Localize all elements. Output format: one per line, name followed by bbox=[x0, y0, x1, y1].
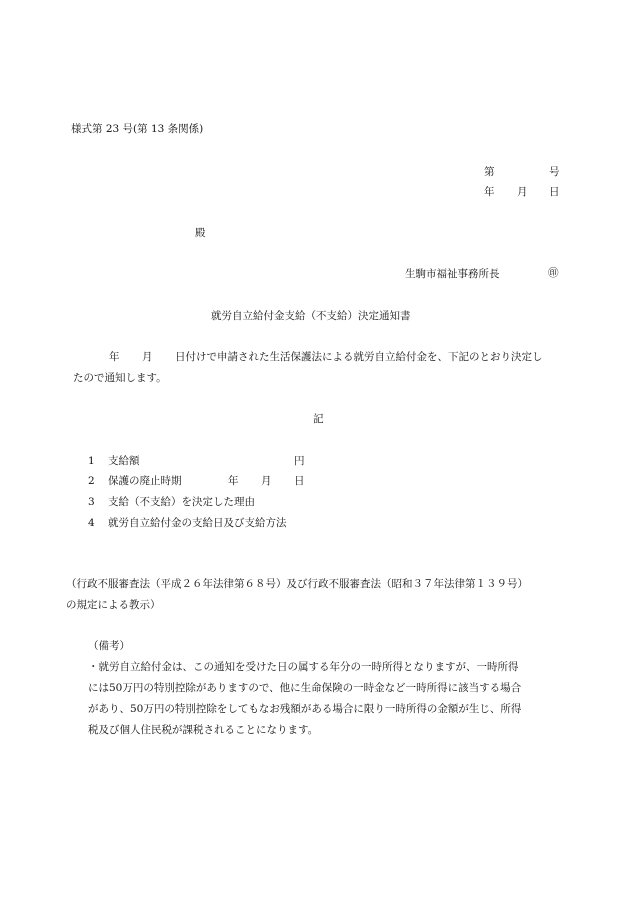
item-number: 2 bbox=[88, 475, 95, 487]
remarks-line3: があり、50万円の特別控除をしてもなお残額がある場合に限り一時所得の金額が生じ、所得 bbox=[88, 703, 522, 715]
item-date-month: 月 bbox=[261, 475, 272, 487]
issue-date-month: 月 bbox=[517, 186, 528, 198]
form-label: 様式第 23 号(第 13 条関係) bbox=[71, 123, 204, 135]
remarks-line1: ・就労自立給付金は、この通知を受けた日の属する年分の一時所得となりますが、一時所得 bbox=[88, 661, 519, 673]
item-number: 4 bbox=[88, 517, 95, 529]
issuer-name: 生駒市福祉事務所長 bbox=[405, 268, 500, 280]
remarks-line2: には50万円の特別控除がありますので、他に生命保険の一時金など一時所得に該当する場合 bbox=[88, 682, 522, 694]
body-text-line2: たので通知します。 bbox=[73, 372, 167, 384]
item-label: 支給（不支給）を決定した理由 bbox=[108, 496, 255, 508]
item-unit-yen: 円 bbox=[294, 455, 305, 467]
seal-mark: ㊞ bbox=[548, 267, 559, 279]
item-date-day: 日 bbox=[294, 475, 305, 487]
body-text-line1: 日付けで申請された生活保護法による就労自立給付金を、下記のとおり決定し bbox=[175, 351, 543, 363]
remarks-heading: （備考） bbox=[88, 640, 130, 652]
remarks-line4: 税及び個人住民税が課税されることになります。 bbox=[88, 724, 319, 736]
item-label: 就労自立給付金の支給日及び支給方法 bbox=[108, 517, 287, 529]
appeal-instruction-line1: （行政不服審査法（平成２６年法律第６８号）及び行政不服審査法（昭和３７年法律第１３９号） bbox=[66, 578, 528, 590]
document-title: 就労自立給付金支給（不支給）決定通知書 bbox=[211, 310, 411, 322]
addressee-honorific: 殿 bbox=[195, 227, 206, 239]
item-label: 支給額 bbox=[108, 455, 140, 467]
ki-heading: 記 bbox=[313, 413, 324, 425]
item-number: 3 bbox=[88, 496, 95, 508]
document-number-prefix: 第 bbox=[484, 166, 495, 178]
document-number-suffix: 号 bbox=[549, 166, 560, 178]
item-label: 保護の廃止時期 bbox=[108, 475, 182, 487]
body-date-month: 月 bbox=[142, 351, 153, 363]
item-number: 1 bbox=[88, 455, 95, 467]
body-date-year: 年 bbox=[109, 351, 120, 363]
item-date-year: 年 bbox=[228, 475, 239, 487]
appeal-instruction-line2: の規定による教示） bbox=[66, 599, 161, 611]
issue-date-day: 日 bbox=[549, 186, 560, 198]
issue-date-year: 年 bbox=[484, 186, 495, 198]
